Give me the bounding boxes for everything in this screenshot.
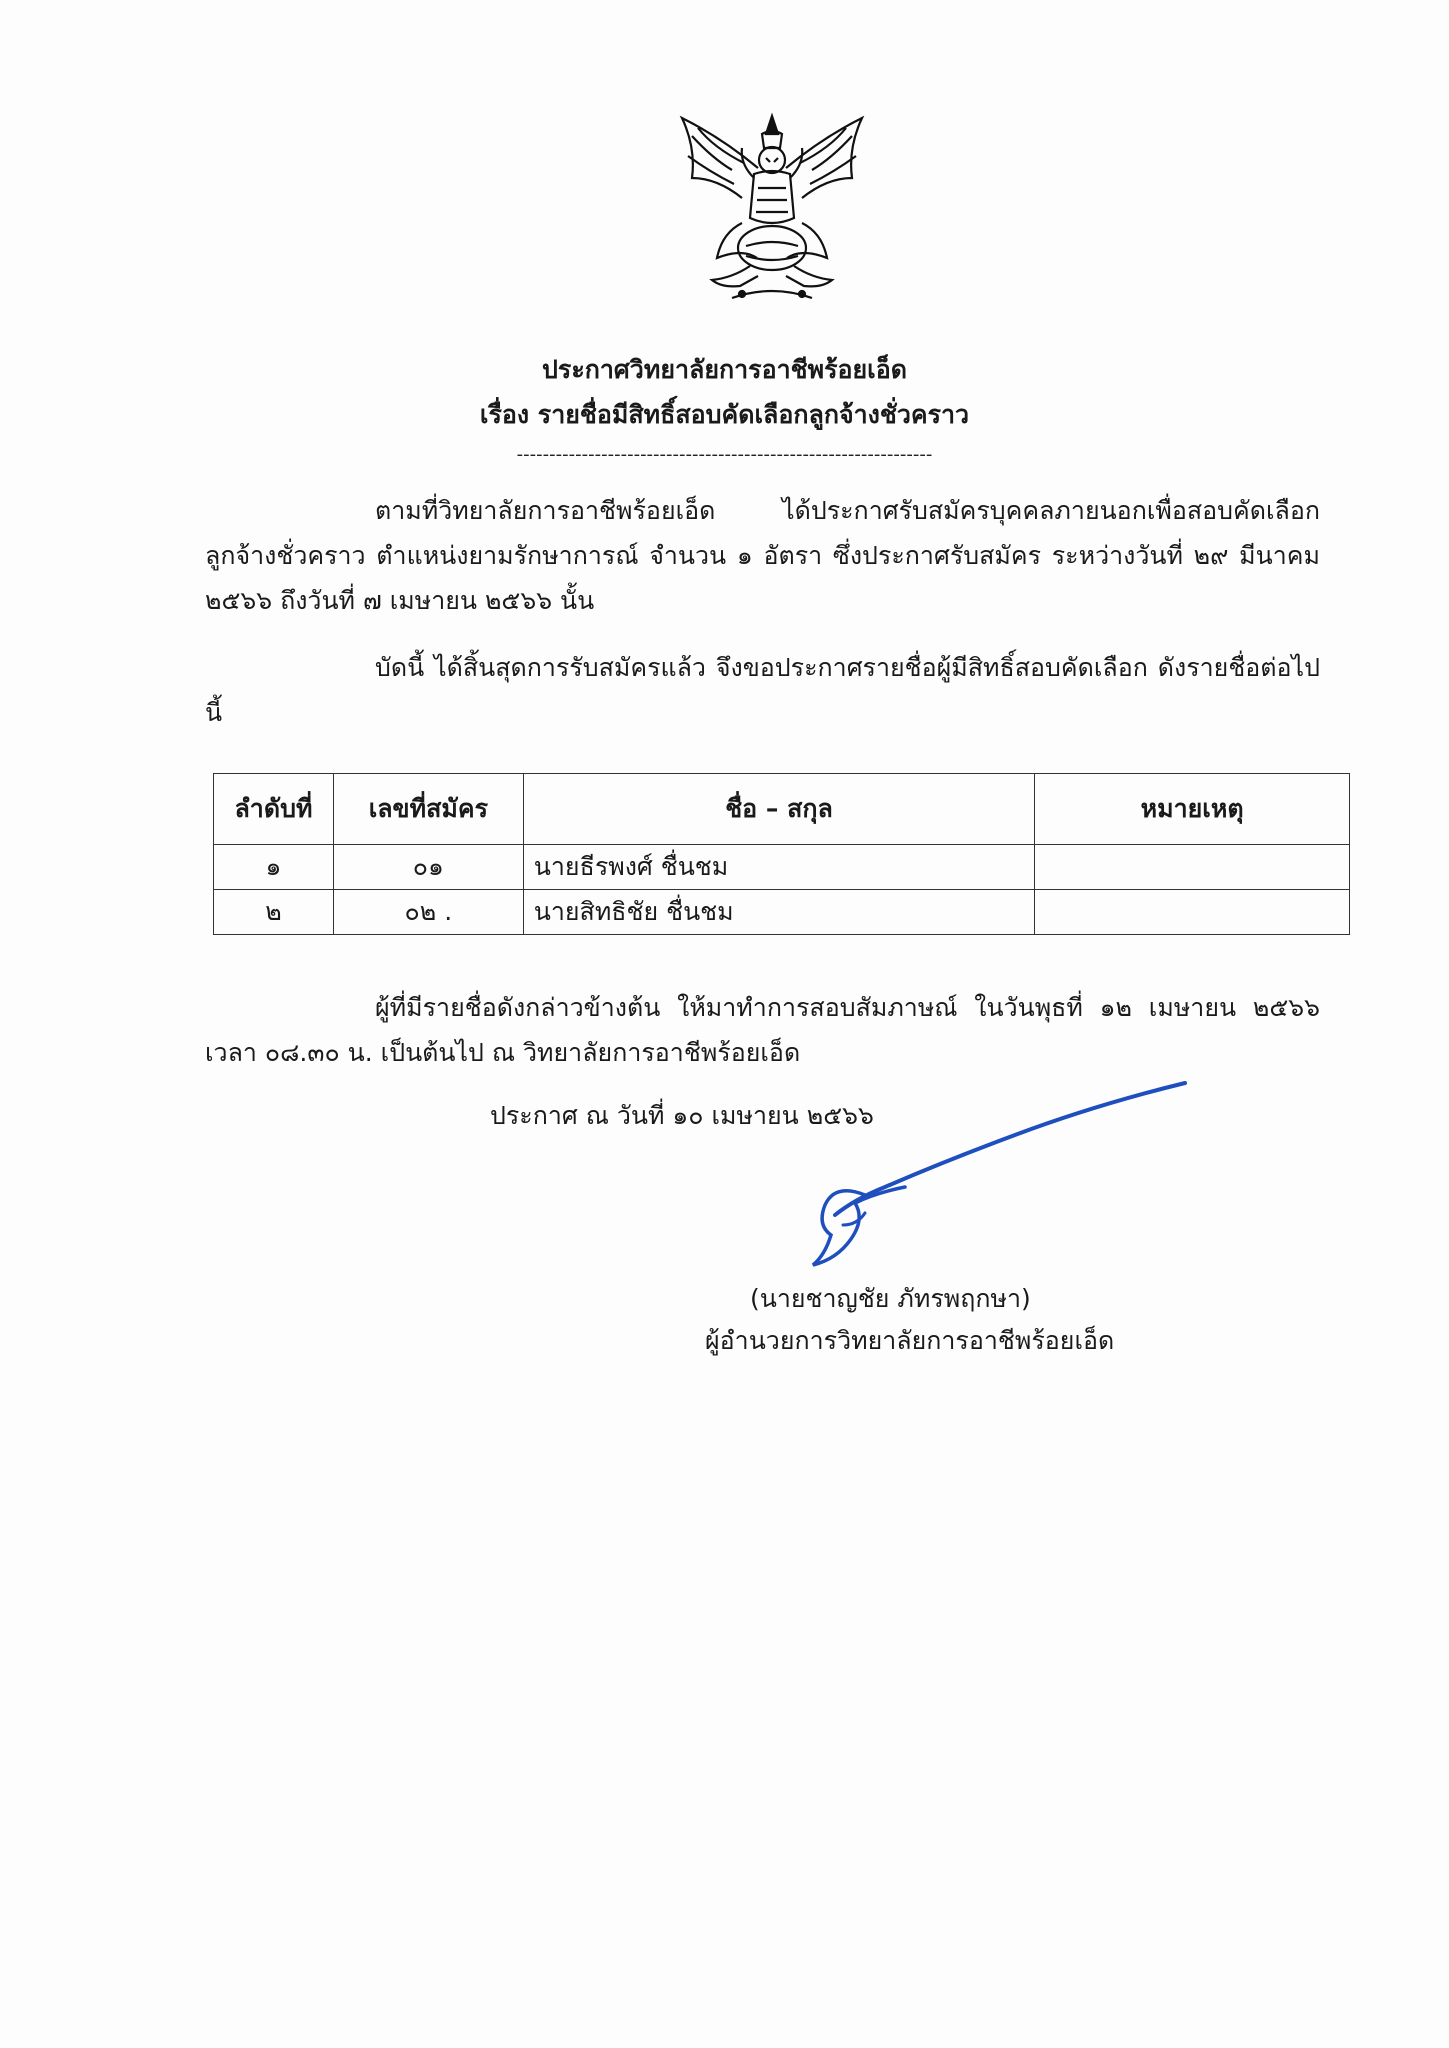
header-order: ลำดับที่: [214, 774, 334, 845]
announcement-title: ประกาศวิทยาลัยการอาชีพร้อยเอ็ด: [542, 355, 907, 384]
paragraph-interview-schedule: ผู้ที่มีรายชื่อดังกล่าวข้างต้น ให้มาทำการสอบสัมภาษณ์ ในวันพุธที่ ๑๒ เมษายน ๒๕๖๖ เวลา ๐๘.๓๐ น. เป็นต้นไป ณ วิทยาลัยการอาชีพร้อยเอ็ด: [205, 993, 1320, 1067]
cell-application-number: ๐๒ .: [333, 890, 523, 935]
announcement-subject: เรื่อง รายชื่อมีสิทธิ์สอบคัดเลือกลูกจ้างชั่วคราว: [479, 400, 970, 429]
cell-application-number: ๐๑: [333, 845, 523, 890]
header-full-name: ชื่อ – สกุล: [523, 774, 1034, 845]
candidate-table: [213, 773, 1350, 935]
table-header-row: [214, 774, 1350, 845]
signature-icon: [795, 1075, 1195, 1285]
signatory-position: ผู้อำนวยการวิทยาลัยการอาชีพร้อยเอ็ด: [705, 1326, 1115, 1355]
paragraph-closing-notice: บัดนี้ ได้สิ้นสุดการรับสมัครแล้ว จึงขอประกาศรายชื่อผู้มีสิทธิ์สอบคัดเลือก ดังรายชื่อต่อไปนี้: [205, 653, 1320, 727]
header-application-number: เลขที่สมัคร: [333, 774, 523, 845]
header-remarks: หมายเหตุ: [1035, 774, 1350, 845]
signatory-block: [705, 1278, 1115, 1362]
signatory-name: (นายชาญชัย ภัทรพฤกษา): [750, 1284, 1031, 1313]
cell-remarks: [1035, 845, 1350, 890]
announcement-date: ประกาศ ณ วันที่ ๑๐ เมษายน ๒๕๖๖: [490, 1101, 874, 1130]
cell-order: ๑: [214, 845, 334, 890]
cell-full-name: นายธีรพงศ์ ชื่นชม: [523, 845, 1034, 890]
table-row: [214, 845, 1350, 890]
cell-full-name: นายสิทธิชัย ชื่นชม: [523, 890, 1034, 935]
garuda-emblem-icon: [662, 108, 882, 308]
title-divider: ----------------------------------------------------------------: [516, 444, 933, 465]
table-row: [214, 890, 1350, 935]
paragraph-intro: ตามที่วิทยาลัยการอาชีพร้อยเอ็ด ได้ประกาศรับสมัครบุคคลภายนอกเพื่อสอบคัดเลือกลูกจ้างชั่วคราว ตำแหน่งยามรักษาการณ์ จำนวน ๑ อัตรา ซึ่งประกาศรับสมัคร ระหว่างวันที่ ๒๙ มีนาคม ๒๕๖๖ ถึงวันที่ ๗ เมษายน ๒๕๖๖ นั้น: [205, 496, 1320, 615]
cell-order: ๒: [214, 890, 334, 935]
cell-remarks: [1035, 890, 1350, 935]
